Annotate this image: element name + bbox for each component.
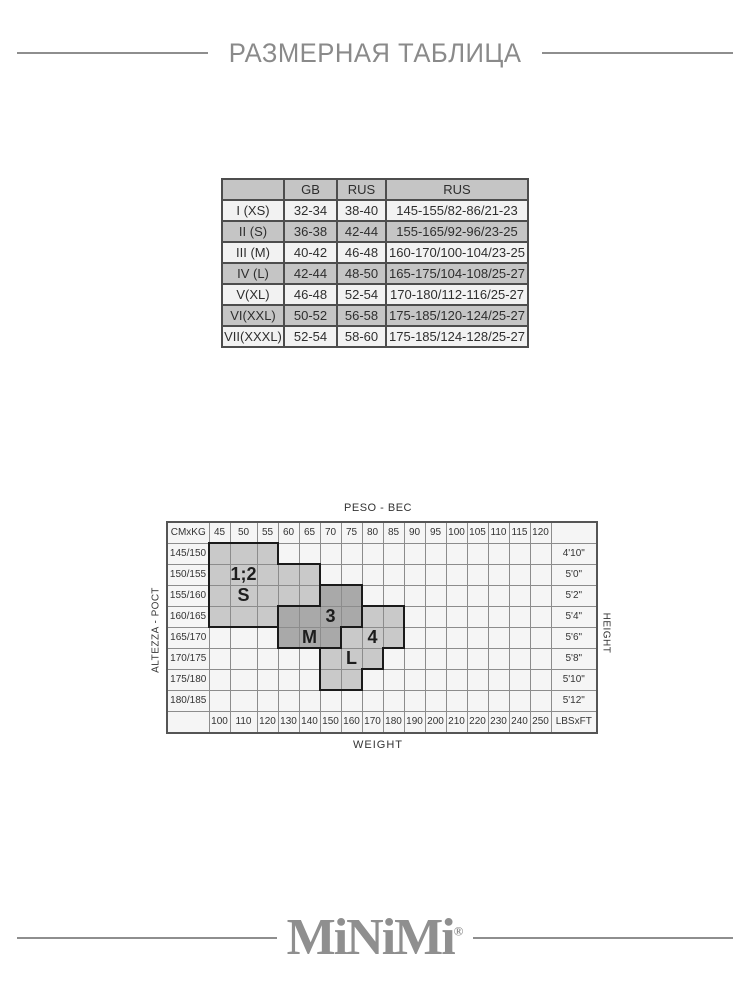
weight-kg-header-cell: 75 [341,522,362,543]
grid-cell [320,690,341,711]
grid-cell [404,585,425,606]
grid-cell [425,648,446,669]
height-ft-label-cell: 5'2" [551,585,597,606]
height-ft-label-cell: 5'8" [551,648,597,669]
size-zone-cell-s [278,564,299,585]
height-weight-grid-wrap [166,521,598,734]
grid-corner-blank [551,522,597,543]
size-zone-label: M [302,626,318,647]
size-zone-cell-m [341,585,362,606]
size-zone-cell-m [278,606,299,627]
grid-cell [509,606,530,627]
grid-cell [509,690,530,711]
size-table-head-row [222,179,528,200]
grid-header-row [167,522,597,543]
grid-cell [467,543,488,564]
grid-cell [299,648,320,669]
weight-lbs-footer-cell: 190 [404,711,425,733]
grid-corner-lbs-label: LBSxFT [551,711,597,733]
size-table-row [222,263,528,284]
height-axis-label-left: ALTEZZA - РОСТ [150,587,162,673]
size-value-cell: 155-165/92-96/23-25 [386,221,528,242]
grid-row [167,585,597,606]
height-cm-label-cell: 150/155 [167,564,209,585]
size-value-cell: 56-58 [337,305,386,326]
grid-cell [362,543,383,564]
grid-cell [530,606,551,627]
grid-cell [383,585,404,606]
grid-cell [278,690,299,711]
size-value-cell: 36-38 [284,221,337,242]
height-cm-label-cell: 160/165 [167,606,209,627]
grid-cell [467,606,488,627]
size-zone-cell-s [257,606,278,627]
weight-lbs-footer-cell: 130 [278,711,299,733]
grid-row [167,543,597,564]
grid-cell [509,585,530,606]
weight-kg-header-cell: 45 [209,522,230,543]
size-table-row [222,242,528,263]
weight-lbs-footer-cell: 220 [467,711,488,733]
size-zone-cell-l [320,648,341,669]
grid-cell [488,564,509,585]
grid-cell [530,627,551,648]
height-cm-label-cell: 170/175 [167,648,209,669]
grid-cell [446,606,467,627]
size-zone-cell-s [278,585,299,606]
size-value-cell: 38-40 [337,200,386,221]
grid-cell [230,648,257,669]
size-zone-cell-l [320,669,341,690]
grid-cell [467,648,488,669]
weight-kg-header-cell: 50 [230,522,257,543]
title-block [0,36,750,70]
grid-cell [530,669,551,690]
grid-cell [509,669,530,690]
registered-trademark-icon: ® [453,923,464,939]
height-ft-label-cell: 5'10" [551,669,597,690]
size-table [221,178,529,348]
height-cm-label-cell: 165/170 [167,627,209,648]
size-zone-cell-s [230,564,257,585]
grid-cell [278,543,299,564]
height-cm-label-cell: 155/160 [167,585,209,606]
weight-kg-header-cell: 105 [467,522,488,543]
weight-axis-label-bottom: WEIGHT [353,739,403,751]
size-zone-cell-l [341,648,362,669]
size-zone-cell-s [209,585,230,606]
grid-cell [341,543,362,564]
grid-cell [530,543,551,564]
size-value-cell: 42-44 [337,221,386,242]
grid-footer-blank [167,711,209,733]
grid-cell [341,564,362,585]
size-table-header-cell: RUS [337,179,386,200]
weight-kg-header-cell: 120 [530,522,551,543]
size-table-row [222,284,528,305]
logo-divider-left [17,937,277,939]
grid-cell [383,564,404,585]
grid-cell [488,669,509,690]
weight-kg-header-cell: 115 [509,522,530,543]
grid-cell [425,627,446,648]
grid-cell [467,627,488,648]
size-zone-cell-l [362,606,383,627]
grid-cell [404,606,425,627]
size-value-cell: 48-50 [337,263,386,284]
grid-cell [425,543,446,564]
grid-cell [446,564,467,585]
height-ft-label-cell: 5'6" [551,627,597,648]
size-zone-cell-s [230,543,257,564]
title-divider-left [17,52,208,54]
grid-cell [467,669,488,690]
weight-lbs-footer-cell: 210 [446,711,467,733]
grid-row [167,648,597,669]
grid-cell [383,543,404,564]
size-label-cell: VII(XXXL) [222,326,284,347]
size-zone-cell-l [341,669,362,690]
brand-logo-text: MiNiMi [286,909,454,966]
weight-lbs-footer-cell: 250 [530,711,551,733]
grid-cell [509,564,530,585]
size-zone-cell-l [341,627,362,648]
size-value-cell: 40-42 [284,242,337,263]
size-zone-cell-m [299,606,320,627]
weight-lbs-footer-cell: 160 [341,711,362,733]
grid-cell [404,669,425,690]
weight-kg-header-cell: 95 [425,522,446,543]
size-value-cell: 50-52 [284,305,337,326]
size-label-cell: V(XL) [222,284,284,305]
grid-cell [257,669,278,690]
grid-cell [446,627,467,648]
height-axis-label-right: HEIGHT [600,612,612,654]
grid-row [167,606,597,627]
size-label-cell: I (XS) [222,200,284,221]
grid-cell [362,585,383,606]
size-value-cell: 46-48 [284,284,337,305]
size-table-header-cell: GB [284,179,337,200]
weight-lbs-footer-cell: 110 [230,711,257,733]
size-label-cell: III (M) [222,242,284,263]
grid-cell [488,690,509,711]
size-value-cell: 52-54 [337,284,386,305]
size-conversion-table-wrap [221,178,529,348]
weight-lbs-footer-cell: 140 [299,711,320,733]
grid-cell [404,627,425,648]
grid-cell [320,564,341,585]
size-zone-cell-s [299,585,320,606]
weight-axis-label-top: PESO - ВЕС [344,502,412,514]
grid-cell [425,606,446,627]
size-zone-cell-s [230,585,257,606]
grid-cell [530,585,551,606]
grid-cell [425,669,446,690]
grid-row [167,627,597,648]
height-cm-label-cell: 145/150 [167,543,209,564]
grid-cell [509,627,530,648]
brand-logo-block [0,908,750,968]
grid-cell [404,648,425,669]
grid-cell [278,648,299,669]
weight-lbs-footer-cell: 150 [320,711,341,733]
height-cm-label-cell: 175/180 [167,669,209,690]
size-zone-cell-s [209,543,230,564]
size-zone-cell-l [362,648,383,669]
weight-kg-header-cell: 85 [383,522,404,543]
size-zone-cell-s [209,606,230,627]
grid-cell [404,690,425,711]
grid-row [167,564,597,585]
size-value-cell: 145-155/82-86/21-23 [386,200,528,221]
size-zone-cell-s [257,585,278,606]
logo-divider-right [473,937,733,939]
size-label-cell: II (S) [222,221,284,242]
size-value-cell: 46-48 [337,242,386,263]
weight-lbs-footer-cell: 100 [209,711,230,733]
size-zone-cell-s [257,543,278,564]
size-value-cell: 52-54 [284,326,337,347]
grid-cell [488,627,509,648]
grid-cell [446,585,467,606]
weight-lbs-footer-cell: 200 [425,711,446,733]
grid-cell [230,627,257,648]
size-value-cell: 165-175/104-108/25-27 [386,263,528,284]
size-table-row [222,200,528,221]
size-value-cell: 32-34 [284,200,337,221]
size-zone-cell-m [278,627,299,648]
height-ft-label-cell: 5'0" [551,564,597,585]
grid-cell [209,690,230,711]
grid-cell [404,543,425,564]
grid-cell [320,543,341,564]
grid-cell [404,564,425,585]
size-table-row [222,305,528,326]
size-value-cell: 170-180/112-116/25-27 [386,284,528,305]
grid-cell [209,669,230,690]
grid-cell [488,648,509,669]
size-table-row [222,326,528,347]
weight-lbs-footer-cell: 170 [362,711,383,733]
size-zone-cell-m [341,606,362,627]
size-value-cell: 175-185/124-128/25-27 [386,326,528,347]
size-table-head [222,179,528,200]
size-value-cell: 175-185/120-124/25-27 [386,305,528,326]
grid-cell [299,690,320,711]
size-value-cell: 58-60 [337,326,386,347]
grid-cell [341,690,362,711]
size-zone-cell-m [320,627,341,648]
grid-cell [530,690,551,711]
title-divider-right [542,52,733,54]
grid-cell [488,543,509,564]
weight-kg-header-cell: 90 [404,522,425,543]
size-zone-label: 4 [367,627,378,647]
grid-cell [446,669,467,690]
grid-cell [209,627,230,648]
grid-cell [209,648,230,669]
grid-cell [446,648,467,669]
grid-cell [488,606,509,627]
grid-cell [446,690,467,711]
grid-cell [425,690,446,711]
height-ft-label-cell: 5'4" [551,606,597,627]
grid-cell [299,669,320,690]
height-ft-label-cell: 4'10" [551,543,597,564]
grid-cell [530,564,551,585]
grid-cell [488,585,509,606]
grid-footer-row [167,711,597,733]
size-zone-label: S [237,585,250,605]
weight-lbs-footer-cell: 180 [383,711,404,733]
size-value-cell: 42-44 [284,263,337,284]
size-zone-cell-l [383,627,404,648]
weight-kg-header-cell: 60 [278,522,299,543]
grid-cell [425,585,446,606]
grid-cell [257,627,278,648]
weight-kg-header-cell: 70 [320,522,341,543]
grid-cell [509,648,530,669]
size-table-header-cell: RUS [386,179,528,200]
size-label-cell: VI(XXL) [222,305,284,326]
weight-kg-header-cell: 55 [257,522,278,543]
grid-cell [467,585,488,606]
size-table-row [222,221,528,242]
weight-lbs-footer-cell: 120 [257,711,278,733]
weight-lbs-footer-cell: 240 [509,711,530,733]
size-zone-label: 1;2 [230,564,257,584]
size-zone-cell-s [257,564,278,585]
grid-cell [530,648,551,669]
grid-corner-kg-label: CMxKG [167,522,209,543]
grid-cell [230,669,257,690]
height-cm-label-cell: 180/185 [167,690,209,711]
grid-cell [425,564,446,585]
grid-cell [278,669,299,690]
grid-cell [383,648,404,669]
weight-kg-header-cell: 110 [488,522,509,543]
brand-logo [286,909,464,966]
grid-cell [362,564,383,585]
grid-cell [446,543,467,564]
size-zone-cell-s [209,564,230,585]
size-zone-cell-l [362,627,383,648]
size-zone-cell-s [299,564,320,585]
grid-cell [257,690,278,711]
grid-cell [362,690,383,711]
page-title: РАЗМЕРНАЯ ТАБЛИЦА [228,37,522,68]
grid-cell [299,543,320,564]
size-zone-label: 3 [325,606,336,626]
grid-cell [257,648,278,669]
grid-cell [230,690,257,711]
weight-kg-header-cell: 65 [299,522,320,543]
size-zone-cell-m [320,606,341,627]
grid-cell [362,669,383,690]
grid-row [167,669,597,690]
grid-row [167,690,597,711]
grid-cell [509,543,530,564]
grid-cell [467,690,488,711]
size-zone-cell-l [383,606,404,627]
weight-kg-header-cell: 80 [362,522,383,543]
size-zone-label: L [346,648,358,668]
height-ft-label-cell: 5'12" [551,690,597,711]
grid-cell [383,669,404,690]
height-weight-grid [166,521,598,734]
size-zone-cell-s [230,606,257,627]
weight-kg-header-cell: 100 [446,522,467,543]
grid-cell [467,564,488,585]
weight-lbs-footer-cell: 230 [488,711,509,733]
size-value-cell: 160-170/100-104/23-25 [386,242,528,263]
size-table-header-cell [222,179,284,200]
size-zone-cell-m [320,585,341,606]
size-label-cell: IV (L) [222,263,284,284]
grid-cell [383,690,404,711]
size-table-body [222,200,528,347]
size-zone-cell-m [299,627,320,648]
